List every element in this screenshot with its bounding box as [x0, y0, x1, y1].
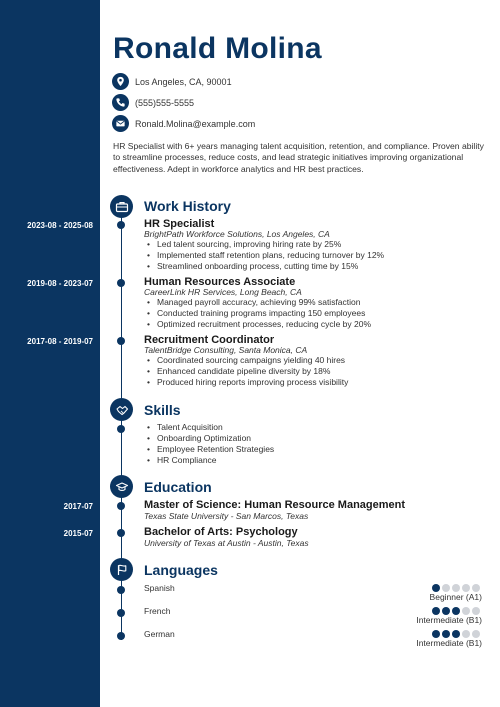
list-item: • Onboarding Optimization: [147, 433, 274, 444]
rating-dot-filled: [452, 630, 460, 638]
graduation-cap-icon: [110, 475, 133, 498]
job-title: HR Specialist: [144, 218, 215, 230]
rating-dot-filled: [432, 584, 440, 592]
rating-dot-filled: [452, 607, 460, 615]
job-company: TalentBridge Consulting, Santa Monica, CA: [144, 345, 308, 355]
timeline-dot: [117, 586, 125, 594]
timeline-dot: [117, 609, 125, 617]
list-item: • Optimized recruitment processes, reducing cycle by 20%: [147, 319, 371, 330]
language-rating: [432, 607, 480, 615]
job-title: Recruitment Coordinator: [144, 334, 275, 346]
job-company: BrightPath Workforce Solutions, Los Angeles, CA: [144, 229, 330, 239]
education-degree: Bachelor of Arts: Psychology: [144, 526, 298, 538]
rating-dot-empty: [462, 630, 470, 638]
job-dates: 2019-08 - 2023-07: [27, 279, 93, 288]
timeline-dot: [117, 529, 125, 537]
rating-dot-filled: [432, 630, 440, 638]
rating-dot-filled: [442, 630, 450, 638]
envelope-icon: [112, 115, 129, 132]
sidebar: [0, 0, 100, 707]
timeline-dot: [117, 337, 125, 345]
rating-dot-empty: [452, 584, 460, 592]
job-bullets: [147, 239, 384, 272]
section-title-work: Work History: [144, 198, 231, 214]
email-text: Ronald.Molina@example.com: [135, 118, 256, 129]
list-item: • Conducted training programs impacting 150 employees: [147, 308, 371, 319]
list-item: • Employee Retention Strategies: [147, 444, 274, 455]
list-item: • Produced hiring reports improving process visibility: [147, 377, 348, 388]
list-item: • Talent Acquisition: [147, 422, 274, 433]
timeline-dot: [117, 632, 125, 640]
skills-list: [147, 422, 274, 466]
job-bullets: [147, 355, 348, 388]
contact-location: [112, 73, 232, 90]
timeline-dot: [117, 221, 125, 229]
education-date: 2015-07: [63, 529, 93, 538]
contact-phone: [112, 94, 194, 111]
rating-dot-empty: [472, 607, 480, 615]
language-name: German: [144, 629, 175, 639]
section-title-skills: Skills: [144, 402, 181, 418]
professional-summary: HR Specialist with 6+ years managing talent acquisition, retention, and compliance. Proven ability to streamline processes, reduce costs, and lead strategic initiatives improving organizational effectiveness. Adept in workforce analytics and HR best practices.: [113, 141, 484, 174]
job-dates: 2023-08 - 2025-08: [27, 221, 93, 230]
job-company: CareerLink HR Services, Long Beach, CA: [144, 287, 302, 297]
language-level: Intermediate (B1): [416, 615, 482, 625]
language-rating: [432, 630, 480, 638]
rating-dot-empty: [462, 607, 470, 615]
education-school: University of Texas at Austin - Austin, Texas: [144, 538, 309, 548]
list-item: • Coordinated sourcing campaigns yielding 40 hires: [147, 355, 348, 366]
rating-dot-empty: [472, 584, 480, 592]
location-text: Los Angeles, CA, 90001: [135, 76, 232, 87]
briefcase-icon: [110, 195, 133, 218]
education-degree: Master of Science: Human Resource Management: [144, 499, 406, 511]
list-item: • Managed payroll accuracy, achieving 99% satisfaction: [147, 297, 371, 308]
rating-dot-empty: [462, 584, 470, 592]
language-rating: [432, 584, 480, 592]
list-item: • Led talent sourcing, improving hiring rate by 25%: [147, 239, 384, 250]
language-level: Intermediate (B1): [416, 638, 482, 648]
phone-icon: [112, 94, 129, 111]
map-pin-icon: [112, 73, 129, 90]
job-bullets: [147, 297, 371, 330]
job-dates: 2017-08 - 2019-07: [27, 337, 93, 346]
handshake-icon: [110, 398, 133, 421]
job-title: Human Resources Associate: [144, 276, 296, 288]
flag-icon: [110, 558, 133, 581]
contact-email: [112, 115, 255, 132]
list-item: • Enhanced candidate pipeline diversity by 18%: [147, 366, 348, 377]
language-name: Spanish: [144, 583, 175, 593]
candidate-name: Ronald Molina: [113, 32, 322, 65]
timeline-dot: [117, 502, 125, 510]
section-title-languages: Languages: [144, 562, 218, 578]
education-date: 2017-07: [63, 502, 93, 511]
list-item: • HR Compliance: [147, 455, 274, 466]
rating-dot-filled: [442, 607, 450, 615]
rating-dot-empty: [442, 584, 450, 592]
section-title-education: Education: [144, 479, 212, 495]
education-school: Texas State University - San Marcos, Texas: [144, 511, 309, 521]
language-level: Beginner (A1): [429, 592, 482, 602]
phone-text: (555)555-5555: [135, 97, 195, 108]
list-item: • Implemented staff retention plans, reducing turnover by 12%: [147, 250, 384, 261]
list-item: • Streamlined onboarding process, cutting time by 15%: [147, 261, 384, 272]
rating-dot-empty: [472, 630, 480, 638]
language-name: French: [144, 606, 171, 616]
timeline-dot: [117, 425, 125, 433]
timeline-dot: [117, 279, 125, 287]
rating-dot-filled: [432, 607, 440, 615]
